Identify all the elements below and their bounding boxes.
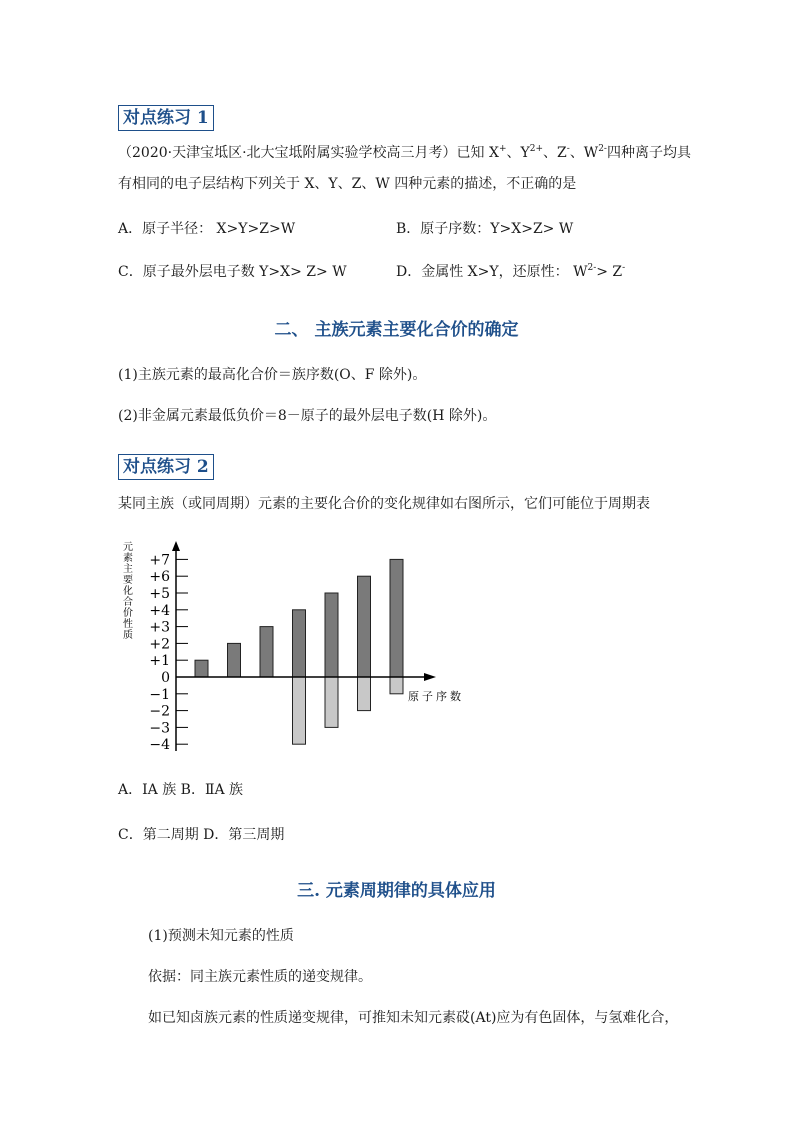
y-tick-label: +2 (149, 636, 170, 653)
y-tick-label: +7 (149, 552, 170, 569)
y-axis-label-char: 合 (123, 597, 133, 608)
positive-valence-bar (325, 593, 338, 677)
positive-valence-bar (390, 559, 403, 677)
x-axis-label: 原子序数 (408, 690, 464, 703)
y-tick-label: −1 (149, 686, 170, 703)
y-axis-label (123, 541, 133, 641)
y-tick-label: +5 (149, 586, 170, 602)
w-charge: 2- (598, 144, 607, 154)
option-line-2: C．第二周期 D．第三周期 (118, 827, 285, 843)
y-tick-label: −2 (149, 703, 170, 720)
y-tick-label: −4 (149, 737, 170, 754)
option-d: D．金属性 X>Y，还原性： $W^{2-}> Z^-$ (396, 263, 626, 280)
heading-periodic-law-application: 三. 元素周期律的具体应用 (297, 881, 496, 901)
y-axis-label-char: 要 (123, 575, 133, 586)
positive-valence-bar (260, 627, 273, 677)
option-c: C．原子最外层电子数 Y>X> Z> W (118, 264, 347, 280)
y-tick-label: −3 (149, 720, 170, 737)
y-tick-label: +1 (149, 653, 170, 670)
positive-valence-bar (228, 643, 241, 677)
y-axis-label-char: 价 (123, 608, 133, 619)
negative-valence-bar (390, 677, 403, 694)
rule-2: (2)非金属元素最低负价＝8－原子的最外层电子数(H 除外)。 (118, 408, 497, 424)
application-basis: 依据：同主族元素性质的递变规律。 (148, 969, 372, 985)
bars (195, 559, 403, 744)
exercise-2-badge: 对点练习 2 (118, 454, 214, 480)
option-a: A．原子半径： X>Y>Z>W (118, 221, 296, 237)
application-1: (1)预测未知元素的性质 (148, 928, 294, 944)
question-2: 某同主族（或同周期）元素的主要化合价的变化规律如右图所示，它们可能位于周期表 (118, 496, 650, 512)
y-axis-label-char: 主 (123, 564, 133, 575)
z-charge: - (566, 144, 570, 154)
y-tick-label: +6 (149, 569, 170, 586)
negative-valence-bar (358, 677, 371, 711)
positive-valence-bar (293, 610, 306, 677)
y-tick-label: +3 (149, 619, 170, 636)
rule-1: (1)主族元素的最高化合价＝族序数(O、F 除外)。 (118, 367, 427, 383)
y-charge: 2+ (529, 144, 544, 154)
option-line-1: A．ⅠA 族 B．ⅡA 族 (118, 782, 244, 798)
option-b: B．原子序数：Y>X>Z> W (396, 221, 574, 237)
question-1-line-1: （2020·天津宝坻区·北大宝坻附属实验学校高三月考）已知 X+、$Y^{2+}$、Z-、$W^{2-}$四种离子均具 (118, 144, 691, 161)
application-example: 如已知卤族元素的性质递变规律，可推知未知元素砹(At)应为有色固体，与氢难化合， (148, 1010, 679, 1026)
x-charge: + (498, 144, 507, 154)
y-tick-label: +4 (149, 602, 170, 619)
negative-valence-bar (293, 677, 306, 744)
question-1-line-2: 有相同的电子层结构下列关于 X、Y、Z、W 四种元素的描述，不正确的是 (118, 176, 577, 192)
y-axis-label-char: 元 (123, 542, 133, 553)
heading-main-group-valence: 二、 主族元素主要化合价的确定 (274, 320, 519, 340)
y-axis-label-char: 化 (123, 586, 133, 597)
y-tick-label: 0 (161, 670, 170, 686)
y-axis-label-char: 素 (123, 553, 133, 564)
y-tick-labels (149, 552, 188, 753)
x-axis-arrow (424, 673, 436, 681)
positive-valence-bar (358, 576, 371, 677)
positive-valence-bar (195, 660, 208, 677)
valence-chart (118, 537, 478, 757)
y-axis-label-char: 性 (123, 619, 133, 630)
y-axis-label-char: 质 (123, 630, 133, 641)
negative-valence-bar (325, 677, 338, 727)
y-axis-arrow (172, 541, 180, 551)
exercise-1-badge: 对点练习 1 (118, 105, 214, 131)
